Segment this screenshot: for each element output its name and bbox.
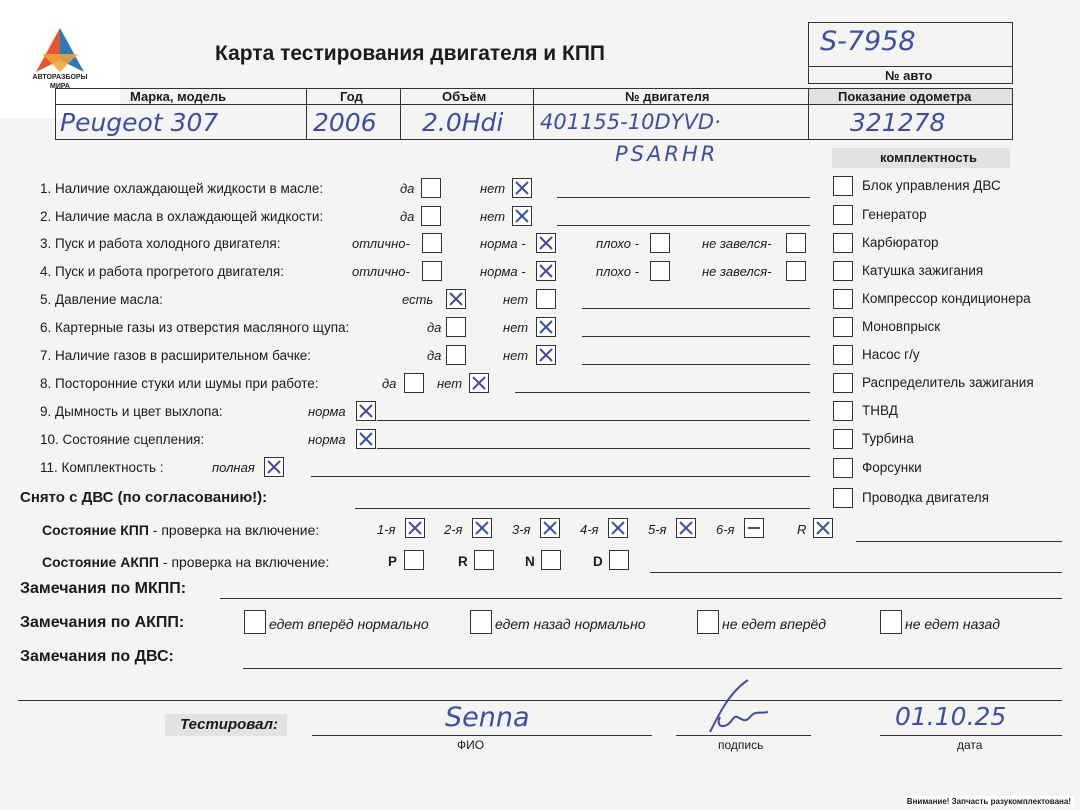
check-4-option-b-checkbox[interactable] bbox=[536, 261, 556, 281]
check-3-option-a-checkbox[interactable] bbox=[422, 233, 442, 253]
kpp-gear-1-label: 1-я bbox=[377, 522, 396, 537]
akpp-remark-1-label: едет вперёд нормально bbox=[269, 616, 429, 632]
akpp-mode-1-checkbox[interactable] bbox=[404, 550, 424, 570]
car-number-label: № авто bbox=[885, 68, 933, 83]
kit-item-6-label: Моновпрыск bbox=[862, 319, 941, 334]
check-3-option-b-checkbox[interactable] bbox=[536, 233, 556, 253]
kit-item-9-checkbox[interactable] bbox=[833, 401, 853, 421]
make-label: Марка, модель bbox=[130, 89, 227, 104]
check-5-label: 5. Давление масла: bbox=[40, 292, 163, 307]
akpp-remark-3-checkbox[interactable] bbox=[697, 610, 719, 634]
kit-item-4-label: Катушка зажигания bbox=[862, 263, 984, 278]
engine-code-value: PSARHR bbox=[615, 142, 719, 166]
kit-item-6-checkbox[interactable] bbox=[833, 317, 853, 337]
akpp-mode-2-label: R bbox=[458, 554, 468, 569]
kpp-gear-3-checkbox[interactable] bbox=[540, 518, 560, 538]
check-5-option-b-checkbox[interactable] bbox=[536, 289, 556, 309]
check-6-option-a: да bbox=[427, 320, 442, 335]
kit-item-3-checkbox[interactable] bbox=[833, 233, 853, 253]
check-11-option-a-checkbox[interactable] bbox=[264, 457, 284, 477]
date-label: дата bbox=[957, 738, 983, 752]
check-1-option-a-checkbox[interactable] bbox=[421, 178, 441, 198]
check-5-option-a-checkbox[interactable] bbox=[446, 289, 466, 309]
kpp-label: Состояние КПП - проверка на включение: bbox=[42, 522, 320, 538]
check-7-option-b: нет bbox=[503, 348, 529, 363]
odometer-value: 321278 bbox=[850, 108, 946, 137]
check-5-option-b: нет bbox=[503, 292, 529, 307]
check-4-label: 4. Пуск и работа прогретого двигателя: bbox=[40, 264, 284, 279]
akpp-mode-2-checkbox[interactable] bbox=[474, 550, 494, 570]
akpp-remark-3-label: не едет вперёд bbox=[722, 616, 827, 632]
check-3-option-a: отлично- bbox=[352, 236, 410, 251]
check-4-option-c-checkbox[interactable] bbox=[650, 261, 670, 281]
akpp-mode-1-label: P bbox=[388, 554, 398, 569]
check-2-label: 2. Наличие масла в охлаждающей жидкости: bbox=[40, 209, 324, 224]
kit-item-7-checkbox[interactable] bbox=[833, 345, 853, 365]
akpp-mode-3-label: N bbox=[525, 554, 535, 569]
kit-item-1-checkbox[interactable] bbox=[833, 176, 853, 196]
akpp-mode-3-checkbox[interactable] bbox=[541, 550, 561, 570]
kpp-gear-2-checkbox[interactable] bbox=[472, 518, 492, 538]
signature-label: подпись bbox=[718, 738, 764, 752]
check-5-option-a: есть bbox=[402, 292, 434, 307]
check-4-option-d: не завелся- bbox=[702, 264, 772, 279]
check-8-option-a: да bbox=[382, 376, 397, 391]
akpp-remark-1-checkbox[interactable] bbox=[244, 610, 266, 634]
check-7-option-b-checkbox[interactable] bbox=[536, 345, 556, 365]
kit-item-5-checkbox[interactable] bbox=[833, 289, 853, 309]
check-2-option-a-checkbox[interactable] bbox=[421, 206, 441, 226]
check-4-option-c: плохо - bbox=[596, 264, 639, 279]
check-9-label: 9. Дымность и цвет выхлопа: bbox=[40, 404, 223, 419]
page-title: Карта тестирования двигателя и КПП bbox=[215, 42, 606, 65]
check-4-option-a: отлично- bbox=[352, 264, 410, 279]
kpp-gear-7-checkbox[interactable] bbox=[813, 518, 833, 538]
akpp-remark-4-checkbox[interactable] bbox=[880, 610, 902, 634]
fio-value: Senna bbox=[445, 702, 530, 733]
kit-item-12-label: Проводка двигателя bbox=[862, 490, 989, 505]
check-7-option-a-checkbox[interactable] bbox=[446, 345, 466, 365]
kit-item-5-label: Компрессор кондиционера bbox=[862, 291, 1031, 306]
akpp-remark-4-label: не едет назад bbox=[905, 616, 1000, 632]
check-7-option-a: да bbox=[427, 348, 442, 363]
logo-line-2: МИРА bbox=[50, 83, 70, 90]
kit-item-8-checkbox[interactable] bbox=[833, 373, 853, 393]
kit-item-2-checkbox[interactable] bbox=[833, 205, 853, 225]
check-2-option-b: нет bbox=[480, 209, 506, 224]
check-8-option-b-checkbox[interactable] bbox=[469, 373, 489, 393]
logo-line-1: АВТОРАЗБОРЫ bbox=[32, 74, 88, 81]
odometer-label: Показание одометра bbox=[838, 89, 972, 104]
signature bbox=[690, 672, 780, 747]
kpp-gear-3-label: 3-я bbox=[512, 522, 531, 537]
check-7-label: 7. Наличие газов в расширительном бачке: bbox=[40, 348, 312, 363]
akpp-remark-2-label: едет назад нормально bbox=[495, 616, 646, 632]
akpp-mode-4-label: D bbox=[593, 554, 603, 569]
kpp-gear-4-checkbox[interactable] bbox=[608, 518, 628, 538]
check-9-option-a: норма bbox=[308, 404, 346, 419]
check-4-option-a-checkbox[interactable] bbox=[422, 261, 442, 281]
check-3-option-d-checkbox[interactable] bbox=[786, 233, 806, 253]
check-3-label: 3. Пуск и работа холодного двигателя: bbox=[40, 236, 281, 251]
engine-no-label: № двигателя bbox=[625, 89, 710, 104]
kit-item-10-label: Турбина bbox=[862, 431, 914, 446]
check-9-option-a-checkbox[interactable] bbox=[356, 401, 376, 421]
kit-item-2-label: Генератор bbox=[862, 207, 927, 222]
kit-item-7-label: Насос г/у bbox=[862, 347, 920, 362]
check-3-option-c: плохо - bbox=[596, 236, 639, 251]
check-6-option-b: нет bbox=[503, 320, 529, 335]
check-6-label: 6. Картерные газы из отверстия масляного щупа: bbox=[40, 320, 350, 335]
check-10-label: 10. Состояние сцепления: bbox=[40, 432, 205, 447]
kpp-gear-5-checkbox[interactable] bbox=[676, 518, 696, 538]
akpp-mode-4-checkbox[interactable] bbox=[609, 550, 629, 570]
kit-title: комплектность bbox=[880, 150, 977, 165]
check-4-option-b: норма - bbox=[480, 264, 526, 279]
kit-item-8-label: Распределитель зажигания bbox=[862, 375, 1034, 390]
year-value: 2006 bbox=[313, 108, 377, 137]
kpp-gear-5-label: 5-я bbox=[648, 522, 667, 537]
volume-value: 2.0Hdi bbox=[422, 108, 504, 137]
kpp-gear-6-checkbox[interactable] bbox=[744, 518, 764, 538]
check-3-option-b: норма - bbox=[480, 236, 526, 251]
check-1-option-b: нет bbox=[480, 181, 506, 196]
check-2-option-a: да bbox=[400, 209, 415, 224]
kpp-gear-7-label: R bbox=[797, 522, 807, 537]
akpp-label: Состояние АКПП - проверка на включение: bbox=[42, 554, 330, 570]
remarks-mkpp-label: Замечания по МКПП: bbox=[20, 580, 187, 597]
check-6-option-a-checkbox[interactable] bbox=[446, 317, 466, 337]
check-1-option-a: да bbox=[400, 181, 415, 196]
check-3-option-d: не завелся- bbox=[702, 236, 772, 251]
check-3-option-c-checkbox[interactable] bbox=[650, 233, 670, 253]
fio-label: ФИО bbox=[457, 738, 485, 752]
kpp-gear-1-checkbox[interactable] bbox=[405, 518, 425, 538]
check-8-option-b: нет bbox=[437, 376, 463, 391]
check-10-option-a-checkbox[interactable] bbox=[356, 429, 376, 449]
date-value: 01.10.25 bbox=[895, 702, 1007, 731]
tested-label: Тестировал: bbox=[180, 716, 278, 733]
check-6-option-b-checkbox[interactable] bbox=[536, 317, 556, 337]
kit-item-9-label: ТНВД bbox=[862, 403, 898, 418]
check-1-option-b-checkbox[interactable] bbox=[512, 178, 532, 198]
kpp-gear-2-label: 2-я bbox=[444, 522, 463, 537]
check-8-label: 8. Посторонние стуки или шумы при работе: bbox=[40, 376, 319, 391]
kit-item-11-label: Форсунки bbox=[862, 460, 922, 475]
volume-label: Объём bbox=[442, 89, 487, 104]
year-label: Год bbox=[340, 89, 363, 104]
check-2-option-b-checkbox[interactable] bbox=[512, 206, 532, 226]
check-11-option-a: полная bbox=[212, 460, 255, 475]
warning-note: Внимание! Запчасть разукомплектована! bbox=[904, 796, 1074, 807]
kit-item-10-checkbox[interactable] bbox=[833, 429, 853, 449]
check-8-option-a-checkbox[interactable] bbox=[404, 373, 424, 393]
kit-item-1-label: Блок управления ДВС bbox=[862, 178, 1001, 193]
check-11-label: 11. Комплектность : bbox=[40, 460, 164, 475]
remarks-akpp-label: Замечания по АКПП: bbox=[20, 614, 185, 631]
kpp-gear-6-label: 6-я bbox=[716, 522, 735, 537]
car-number-value: S-7958 bbox=[820, 26, 916, 57]
kit-item-4-checkbox[interactable] bbox=[833, 261, 853, 281]
kit-item-12-checkbox[interactable] bbox=[833, 488, 853, 508]
kpp-gear-4-label: 4-я bbox=[580, 522, 599, 537]
check-1-label: 1. Наличие охлаждающей жидкости в масле: bbox=[40, 181, 324, 196]
kit-item-11-checkbox[interactable] bbox=[833, 458, 853, 478]
removed-parts-label: Снято с ДВС (по согласованию!): bbox=[20, 489, 268, 506]
akpp-remark-2-checkbox[interactable] bbox=[470, 610, 492, 634]
remarks-dvs-label: Замечания по ДВС: bbox=[20, 648, 174, 665]
engine-number-value: 401155-10DYVD· bbox=[540, 110, 721, 134]
make-value: Peugeot 307 bbox=[60, 108, 219, 137]
kit-item-3-label: Карбюратор bbox=[862, 235, 939, 250]
check-4-option-d-checkbox[interactable] bbox=[786, 261, 806, 281]
check-10-option-a: норма bbox=[308, 432, 346, 447]
